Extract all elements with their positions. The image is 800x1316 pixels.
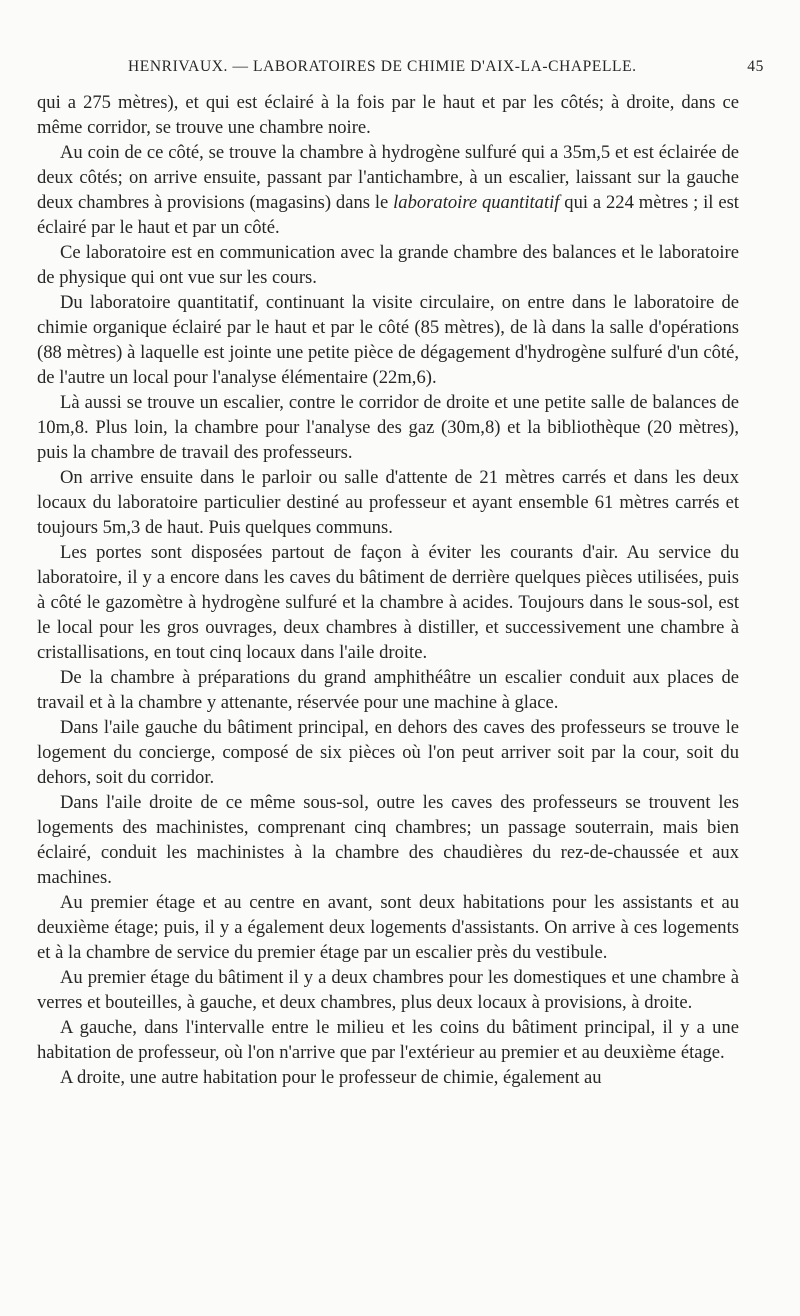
paragraph: A gauche, dans l'intervalle entre le milieu et les coins du bâtiment principal, il y a une habitation de professeur, où l'on n'arrive que par l'extérieur au premier et au deuxième étage. [37, 1017, 739, 1063]
paragraph: De la chambre à préparations du grand amphithéâtre un escalier conduit aux places de travail et à la chambre y attenante, réservée pour une machine à glace. [37, 667, 739, 713]
paragraph: Dans l'aile gauche du bâtiment principal, en dehors des caves des professeurs se trouve le logement du concierge, composé de six pièces où l'on peut arriver soit par la cour, soit du dehors, soit du corridor. [37, 717, 739, 788]
italic-term: laboratoire quantitatif [393, 192, 560, 213]
paragraph: Au premier étage et au centre en avant, sont deux habitations pour les assistants et au deuxième étage; puis, il y a également deux logements d'assistants. On arrive à ces logements et à la chambre de service du premier étage par un escalier près du vestibule. [37, 892, 739, 963]
paragraph-text: Au coin de ce côté, se trouve la chambre à hydrogène sulfuré qui a 35m,5 et est éclairée de deux côtés; on arrive ensuite, passant par l'antichambre, à un escalier, laissant sur la gauche deux chambres à provisions (magasins) dans le [37, 142, 739, 213]
running-head: HENRIVAUX. — LABORATOIRES DE CHIMIE D'AIX-LA-CHAPELLE. [128, 58, 637, 75]
paragraph: Du laboratoire quantitatif, continuant la visite circulaire, on entre dans le laboratoire de chimie organique éclairé par le haut et par le côté (85 mètres), de là dans la salle d'opérations (88 mètres) à laquelle est jointe une petite pièce de dégagement d'hydrogène sulfuré d'un côté, de l'autre un local pour l'analyse élémentaire (22m,6). [37, 292, 739, 388]
body-text [37, 90, 739, 1090]
paragraph: Les portes sont disposées partout de façon à éviter les courants d'air. Au service du laboratoire, il y a encore dans les caves du bâtiment de derrière quelques pièces utilisées, puis à côté le gazomètre à hydrogène sulfuré et la chambre à acides. Toujours dans le sous-sol, est le local pour les gros ouvrages, deux chambres à distiller, et successivement une chambre à cristallisations, en tout cinq locaux dans l'aile droite. [37, 542, 739, 663]
paragraph: Au premier étage du bâtiment il y a deux chambres pour les domestiques et une chambre à verres et bouteilles, à gauche, et deux chambres, plus deux locaux à provisions, à droite. [37, 967, 739, 1013]
paragraph [37, 140, 739, 240]
paragraph: A droite, une autre habitation pour le professeur de chimie, également au [60, 1067, 602, 1088]
paragraph: On arrive ensuite dans le parloir ou salle d'attente de 21 mètres carrés et dans les deux locaux du laboratoire particulier destiné au professeur et ayant ensemble 61 mètres carrés et toujours 5m,3 de haut. Puis quelques communs. [37, 467, 739, 538]
paragraph: Ce laboratoire est en communication avec la grande chambre des balances et le laboratoire de physique qui ont vue sur les cours. [37, 242, 739, 288]
paragraph: Dans l'aile droite de ce même sous-sol, outre les caves des professeurs se trouvent les logements des machinistes, comprenant cinq chambres; un passage souterrain, mais bien éclairé, conduit les machinistes à la chambre des chaudières du rez-de-chaussée et aux machines. [37, 792, 739, 888]
page-header [64, 58, 764, 84]
paragraph: Là aussi se trouve un escalier, contre le corridor de droite et une petite salle de balances de 10m,8. Plus loin, la chambre pour l'analyse des gaz (30m,8) et la bibliothèque (20 mètres), puis la chambre de travail des professeurs. [37, 392, 739, 463]
page-number: 45 [747, 58, 764, 75]
paragraph: qui a 275 mètres), et qui est éclairé à la fois par le haut et par les côtés; à droite, dans ce même corridor, se trouve une chambre noire. [37, 92, 739, 138]
paragraph-text: qui a 224 mètres ; il est éclairé par le haut et par un côté. [37, 192, 739, 238]
